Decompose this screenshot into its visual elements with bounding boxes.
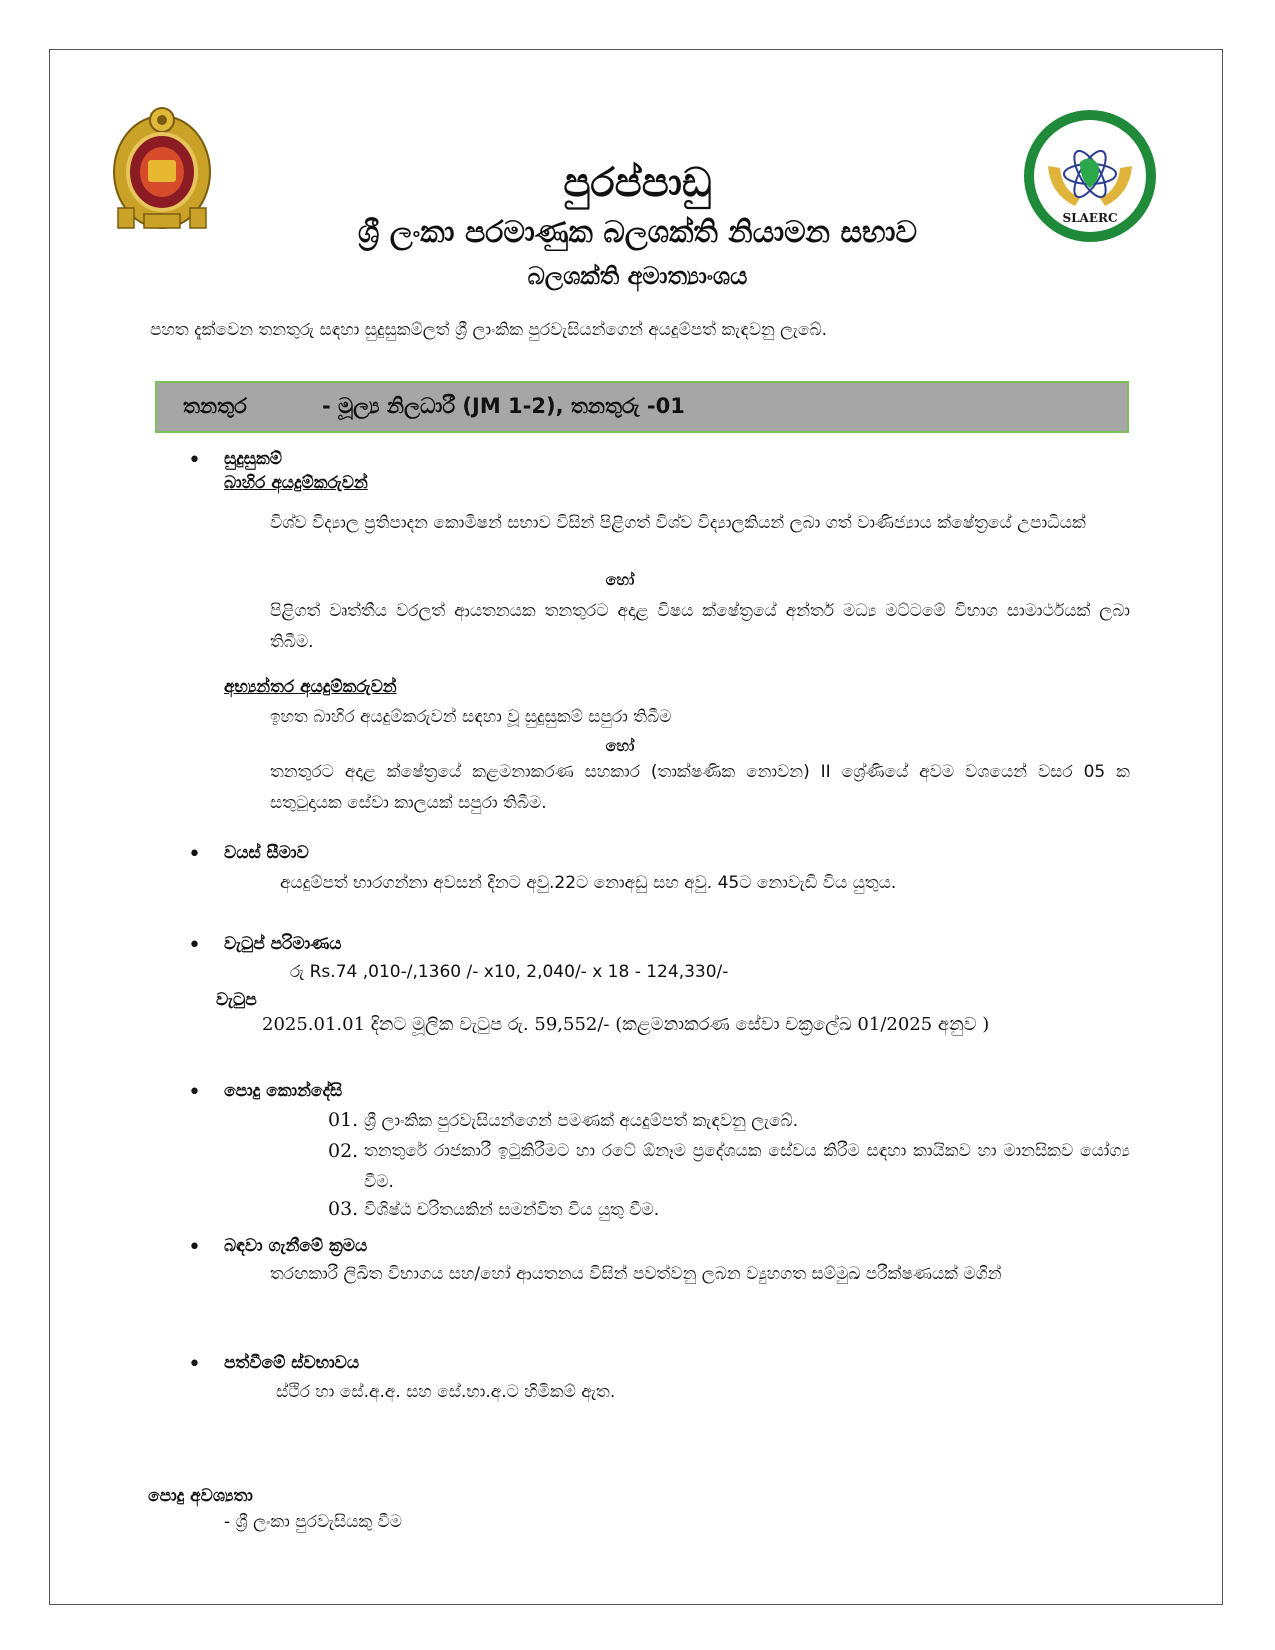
general-conditions-heading: පොදු කොන්දේසි <box>224 1081 343 1101</box>
external-applicants-heading: බාහිර අයදුම්කරුවන් <box>224 473 368 493</box>
bullet-icon: • <box>188 842 201 867</box>
condition-number: 02. <box>328 1140 359 1162</box>
condition-text: තනතුරේ රාජකාරී ඉටුකිරීමට හා රටේ ඕනෑම ප්‍රදේශයක සේවය කිරීම සඳහා කායිකව හා මානසිකව යෝග්‍ය වීම. <box>364 1141 1130 1192</box>
bullet-icon: • <box>188 933 201 958</box>
intro-text: පහත දැක්වෙන තනතුරු සඳහා සුදුසුකම්ලත් ශ්‍රී ලාංකික පුරවැසියන්ගෙන් අයදුම්පත් කැඳවනු ලැබේ. <box>150 320 828 340</box>
post-title-bar <box>155 381 1129 433</box>
condition-text: ශ්‍රී ලාංකික පුරවැසියන්ගෙන් පමණක් අයදුම්පත් කැඳවනු ලැබේ. <box>364 1111 799 1131</box>
post-label: තනතුර <box>183 394 247 418</box>
age-heading: වයස් සීමාව <box>224 843 309 863</box>
qualifications-heading: සුදුසුකම් <box>224 449 283 469</box>
bullet-icon: • <box>188 448 201 473</box>
recruitment-text: තරඟකාරී ලිඛිත විභාගය සහ/හෝ ආයතනය විසින් පවත්වනු ලබන ව්‍යුහගත සම්මුඛ පරීක්ෂණයක් මගින් <box>270 1264 1002 1284</box>
salary-text: 2025.01.01 දිනට මූලික වැටුප රු. 59,552/- (කළමනාකරණ සේවා චක්‍රලේඛ 01/2025 අනුව ) <box>262 1014 990 1035</box>
salary-sub-heading: වැටුප <box>216 990 257 1010</box>
condition-text: විශිෂ්ඨ චරිතයකින් සමන්විත විය යුතු වීම. <box>364 1200 660 1220</box>
post-value: - මූල්‍ය නිලධාරී (JM 1-2), තනතුරු -01 <box>322 394 685 418</box>
bullet-icon: • <box>188 1080 201 1105</box>
slaerc-logo-text: SLAERC <box>1062 211 1118 225</box>
appointment-heading: පත්වීමේ ස්වභාවය <box>224 1353 360 1373</box>
condition-number: 03. <box>328 1198 359 1220</box>
appointment-text: ස්ථිර හා සේ.අ.අ. සහ සේ.භා.අ.ට හිමිකම් ඇත. <box>276 1382 616 1402</box>
page-title: පුරප්පාඩු <box>563 160 712 206</box>
bullet-icon: • <box>188 1235 201 1260</box>
bullet-icon: • <box>188 1352 201 1377</box>
external-para-1: විශ්ව විද්‍යාල ප්‍රතිපාදන කොමිෂන් සභාව විසින් පිළිගත් විශ්ව විද්‍යාලකියන් ලබා ගත් වාණිජ්‍යාය ක්ෂේත්‍රයේ උපාධියක් <box>270 513 1086 533</box>
organization-name: ශ්‍රී ලංකා පරමාණුක බලශක්ති නියාමන සභාව <box>357 215 918 250</box>
external-para-2: පිළිගත් වෘත්තීය වරලත් ආයතනයක තනතුරට අදාළ විෂය ක්ෂේත්‍රයේ අන්තර් මධ්‍ය මට්ටමේ විභාග සාමාර්ථයක් ලබා තිබීම. <box>270 601 1130 652</box>
general-requirement-item: - ශ්‍රී ලංකා පුරවැසියකු වීම <box>224 1512 403 1532</box>
or-text: හෝ <box>605 736 635 755</box>
ministry-name: බලශක්ති අමාත්‍යාංශය <box>527 262 748 290</box>
age-text: අයදුම්පත් භාරගන්නා අවසන් දිනට අවු.22ට නොඅඩු සහ අවු. 45ට නොවැඩි විය යුතුය. <box>280 873 897 893</box>
recruitment-heading: බඳවා ගැනීමේ ක්‍රමය <box>224 1236 368 1256</box>
internal-para-2: තනතුරට අදාළ ක්ෂේත්‍රයේ කළමනාකරණ සහකාර (තාක්ෂණික නොවන) II ශ්‍රේණියේ අවම වශයෙන් වසර 05 ක සතුටුදායක සේවා කාලයක් සපුරා තිබීම. <box>270 762 1130 813</box>
condition-number: 01. <box>328 1109 359 1131</box>
general-requirements-heading: පොදු අවශ්‍යතා <box>148 1486 253 1506</box>
or-text: හෝ <box>605 570 635 589</box>
internal-para-1: ඉහත බාහිර අයදුම්කරුවන් සඳහා වූ සුදුසුකම් සපුරා තිබීම <box>270 707 672 727</box>
salary-scale-text: රු Rs.74 ,010-/,1360 /- x10, 2,040/- x 18 - 124,330/- <box>290 962 729 982</box>
internal-applicants-heading: අභ්‍යන්තර අයදුම්කරුවන් <box>224 677 397 697</box>
salary-scale-heading: වැටුප් පරිමාණය <box>224 934 342 954</box>
